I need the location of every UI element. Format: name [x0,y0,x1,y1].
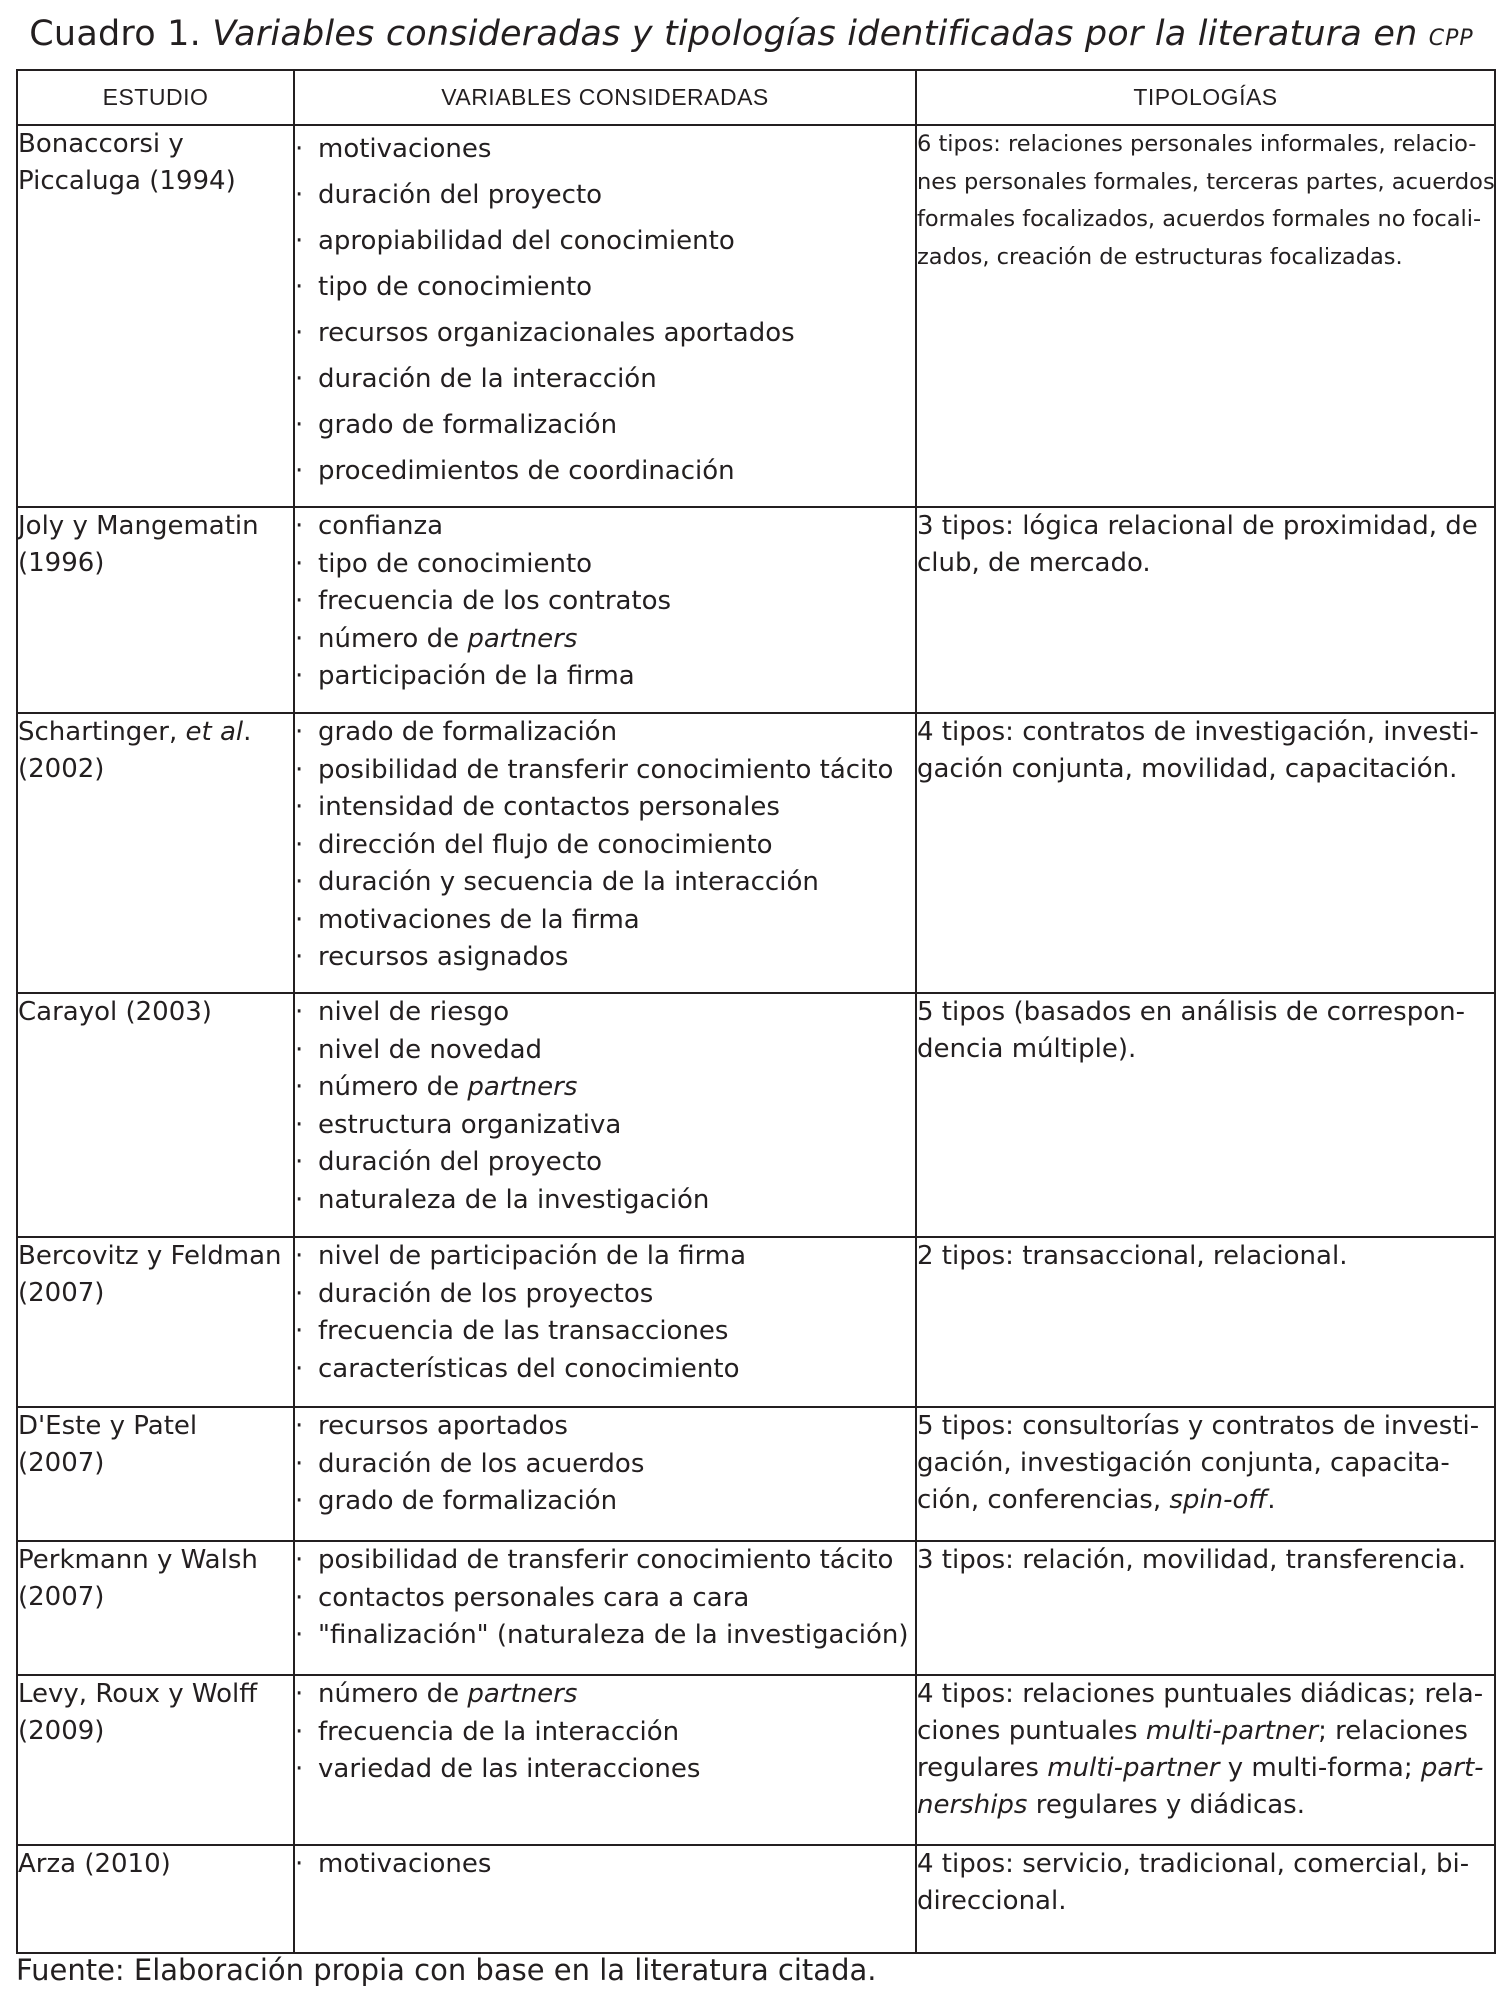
bullet-dot: · [295,867,304,897]
variable-text: motivaciones de la firma [318,904,640,935]
table-row [17,993,1495,1237]
bullet-dot: · [295,661,304,691]
variable-text: número de partners [318,623,578,654]
variable-text: frecuencia de las transacciones [318,1316,729,1346]
variable-item [295,1182,915,1220]
variable-item [295,1580,915,1618]
variables-cell [294,125,916,507]
bullet-dot: · [295,1109,304,1140]
bullet-dot: · [295,1072,304,1102]
variable-text: frecuencia de los contratos [318,586,672,616]
variable-item [295,1276,915,1314]
variables-cell [294,1675,916,1845]
variable-text: duración del proyecto [318,1147,603,1177]
variable-item [295,1069,915,1107]
study-cell [17,125,294,507]
variable-text: apropiabilidad del conocimiento [318,226,735,256]
study-line: Bonaccorsi y [18,129,184,159]
bullet-dot: · [295,1316,304,1346]
bullet-dot: · [295,792,304,822]
typology-line: direccional. [917,1886,1067,1916]
bullet-dot: · [295,754,304,785]
bullet-dot: · [295,997,304,1027]
typology-line: 4 tipos: relaciones puntuales diádicas; rela- [917,1679,1484,1709]
variable-item [295,1313,915,1351]
bullet-dot: · [295,904,304,935]
caption-title: Variables consideradas y tipologías identificadas por la literatura en [212,14,1418,54]
study-line: (2007) [18,1582,105,1612]
study-line: (2002) [18,754,105,784]
study-cell [17,1675,294,1845]
variable-item [295,1107,915,1145]
study-line: D'Este y Patel [18,1411,198,1441]
typology-line: gación, investigación conjunta, capacita- [917,1448,1450,1478]
study-line: (2007) [18,1448,105,1478]
table-row [17,507,1495,713]
typology-cell [916,1407,1495,1541]
bullet-dot: · [295,226,304,256]
source-note: Fuente: Elaboración propia con base en la literatura citada. [16,1953,877,1987]
study-cell [17,1407,294,1541]
bullet-dot: · [295,1486,304,1516]
bullet-dot: · [295,717,304,747]
table-row [17,1541,1495,1675]
variable-text: número de partners [318,1072,578,1102]
variables-cell [294,1407,916,1541]
variable-item [295,546,915,584]
bullet-dot: · [295,1184,304,1215]
variable-item [295,310,915,356]
variable-item [295,172,915,218]
variable-item [295,126,915,172]
variable-text: duración de los proyectos [318,1278,654,1309]
variable-item [295,1676,915,1714]
bullet-dot: · [295,1679,304,1709]
typology-line: ción, conferencias, spin-off. [917,1485,1276,1515]
typology-cell [916,1845,1495,1953]
variable-text: tipo de conocimiento [318,272,593,302]
variable-text: confianza [318,511,444,541]
table-row [17,1675,1495,1845]
variable-text: características del conocimiento [318,1353,740,1384]
typology-cell [916,507,1495,713]
bullet-dot: · [295,829,304,860]
table-row [17,1237,1495,1407]
variables-cell [294,1845,916,1953]
variable-text: intensidad de contactos personales [318,792,780,822]
typology-line: dencia múltiple). [917,1034,1137,1064]
variable-text: nivel de participación de la firma [318,1241,747,1271]
typology-cell [916,125,1495,507]
bullet-dot: · [295,364,304,394]
variables-cell [294,993,916,1237]
variable-text: contactos personales cara a cara [318,1582,750,1613]
typology-cell [916,1675,1495,1845]
variable-text: variedad de las interacciones [318,1754,701,1784]
typology-line: gación conjunta, movilidad, capacitación. [917,754,1458,784]
bullet-dot: · [295,180,304,210]
typology-line: nerships regulares y diádicas. [917,1790,1305,1820]
bullet-dot: · [295,1582,304,1613]
variable-item [295,864,915,902]
variable-text: estructura organizativa [318,1109,622,1140]
study-cell [17,1541,294,1675]
variable-text: grado de formalización [318,1486,618,1516]
typology-line: formales focalizados, acuerdos formales no focali- [917,206,1482,232]
header-row [17,70,1495,125]
variable-item [295,1483,915,1521]
table-body [17,125,1495,1953]
variable-text: duración de los acuerdos [318,1448,645,1479]
bullet-dot: · [295,1411,304,1441]
variable-text: duración del proyecto [318,180,603,210]
typology-cell [916,993,1495,1237]
bullet-dot: · [295,1448,304,1479]
variable-item [295,356,915,402]
variable-item [295,1542,915,1580]
bullet-dot: · [295,1241,304,1271]
variable-text: posibilidad de transferir conocimiento tácito [318,1545,894,1575]
variable-text: tipo de conocimiento [318,548,593,579]
variables-cell [294,713,916,993]
bullet-dot: · [295,1620,304,1650]
bullet-dot: · [295,1353,304,1384]
variable-text: nivel de riesgo [318,997,510,1027]
variable-text: participación de la firma [318,661,635,691]
variable-text: recursos organizacionales aportados [318,318,795,348]
study-line: (2009) [18,1716,105,1746]
typology-line: 5 tipos (basados en análisis de correspon- [917,997,1465,1027]
variable-text: "finalización" (naturaleza de la investigación) [318,1620,909,1650]
typology-line: 5 tipos: consultorías y contratos de investi- [917,1411,1480,1441]
study-line: Perkmann y Walsh [18,1545,258,1575]
variable-text: duración de la interacción [318,364,657,394]
variable-text: grado de formalización [318,717,618,747]
variable-text: nivel de novedad [318,1034,543,1065]
bullet-dot: · [295,410,304,440]
study-cell [17,713,294,993]
bullet-dot: · [295,1716,304,1747]
bullet-dot: · [295,1754,304,1784]
header-variables: VARIABLES CONSIDERADAS [294,70,916,125]
variable-item [295,583,915,621]
bullet-dot: · [295,1034,304,1065]
header-estudio: ESTUDIO [17,70,294,125]
table-row [17,1845,1495,1953]
typology-line: regulares multi-partner y multi-forma; part- [917,1753,1484,1783]
variable-text: duración y secuencia de la interacción [318,867,819,897]
variable-item [295,621,915,659]
variable-item [295,508,915,546]
variable-text: motivaciones [318,134,492,164]
header-tipologias: TIPOLOGÍAS [916,70,1495,125]
variable-item [295,1714,915,1752]
study-cell [17,993,294,1237]
table-caption [0,14,1503,54]
variables-cell [294,507,916,713]
bullet-dot: · [295,1147,304,1177]
variable-item [295,402,915,448]
bullet-dot: · [295,318,304,348]
variable-item [295,902,915,940]
study-cell [17,1845,294,1953]
variable-item [295,994,915,1032]
variable-item [295,1032,915,1070]
bullet-dot: · [295,942,304,972]
study-cell [17,507,294,713]
table-row [17,713,1495,993]
variable-item [295,939,915,977]
typology-cell [916,1237,1495,1407]
typology-line: 4 tipos: servicio, tradicional, comercial, bi- [917,1849,1470,1879]
bullet-dot: · [295,511,304,541]
study-line: Arza (2010) [18,1849,171,1879]
study-line: Bercovitz y Feldman [18,1241,282,1271]
variable-item [295,658,915,696]
typology-line: zados, creación de estructuras focalizadas. [917,243,1403,270]
bullet-dot: · [295,134,304,164]
study-line: Carayol (2003) [18,997,212,1027]
variable-item [295,1446,915,1484]
study-line: Joly y Mangematin [18,511,259,541]
variable-item [295,218,915,264]
variable-item [295,1846,915,1884]
variable-text: motivaciones [318,1849,492,1879]
variable-text: recursos asignados [318,942,569,972]
bullet-dot: · [295,1849,304,1879]
variables-cell [294,1237,916,1407]
typology-line: 4 tipos: contratos de investigación, investi- [917,717,1479,747]
bullet-dot: · [295,1278,304,1309]
bullet-dot: · [295,548,304,579]
typology-cell [916,1541,1495,1675]
bullet-dot: · [295,623,304,654]
typology-line: 3 tipos: lógica relacional de proximidad, de [917,511,1478,541]
typology-line: 6 tipos: relaciones personales informales, relacio- [917,131,1477,157]
typology-line: club, de mercado. [917,548,1151,578]
variable-item [295,1617,915,1655]
variable-text: recursos aportados [318,1411,568,1441]
variable-item [295,264,915,310]
typology-line: 3 tipos: relación, movilidad, transferencia. [917,1545,1466,1575]
table-row [17,1407,1495,1541]
variable-item [295,1144,915,1182]
variable-item [295,1351,915,1389]
variable-item [295,827,915,865]
study-line: (2007) [18,1278,105,1308]
study-line: Schartinger, et al. [18,717,252,747]
study-line: Levy, Roux y Wolff [18,1679,258,1709]
variable-text: número de partners [318,1679,578,1709]
variable-item [295,752,915,790]
caption-abbrev: CPP [1428,26,1474,51]
literature-table [16,69,1496,1954]
variable-item [295,1408,915,1446]
variable-text: posibilidad de transferir conocimiento tácito [318,754,894,785]
bullet-dot: · [295,456,304,486]
variable-text: procedimientos de coordinación [318,456,735,486]
variables-cell [294,1541,916,1675]
typology-line: nes personales formales, terceras partes, acuerdos [917,168,1495,195]
variable-item [295,448,915,494]
bullet-dot: · [295,272,304,302]
variable-item [295,1238,915,1276]
typology-line: ciones puntuales multi-partner; relaciones [917,1716,1468,1746]
variable-text: grado de formalización [318,410,618,440]
variable-text: frecuencia de la interacción [318,1716,680,1747]
table-row [17,125,1495,507]
variable-item [295,789,915,827]
study-line: Piccaluga (1994) [18,166,236,196]
study-line: (1996) [18,548,105,578]
bullet-dot: · [295,1545,304,1575]
bullet-dot: · [295,586,304,616]
typology-cell [916,713,1495,993]
study-cell [17,1237,294,1407]
typology-line: 2 tipos: transaccional, relacional. [917,1241,1348,1271]
caption-label: Cuadro 1. [29,14,201,54]
variable-item [295,714,915,752]
variable-item [295,1751,915,1789]
variable-text: naturaleza de la investigación [318,1184,710,1215]
variable-text: dirección del flujo de conocimiento [318,829,773,860]
